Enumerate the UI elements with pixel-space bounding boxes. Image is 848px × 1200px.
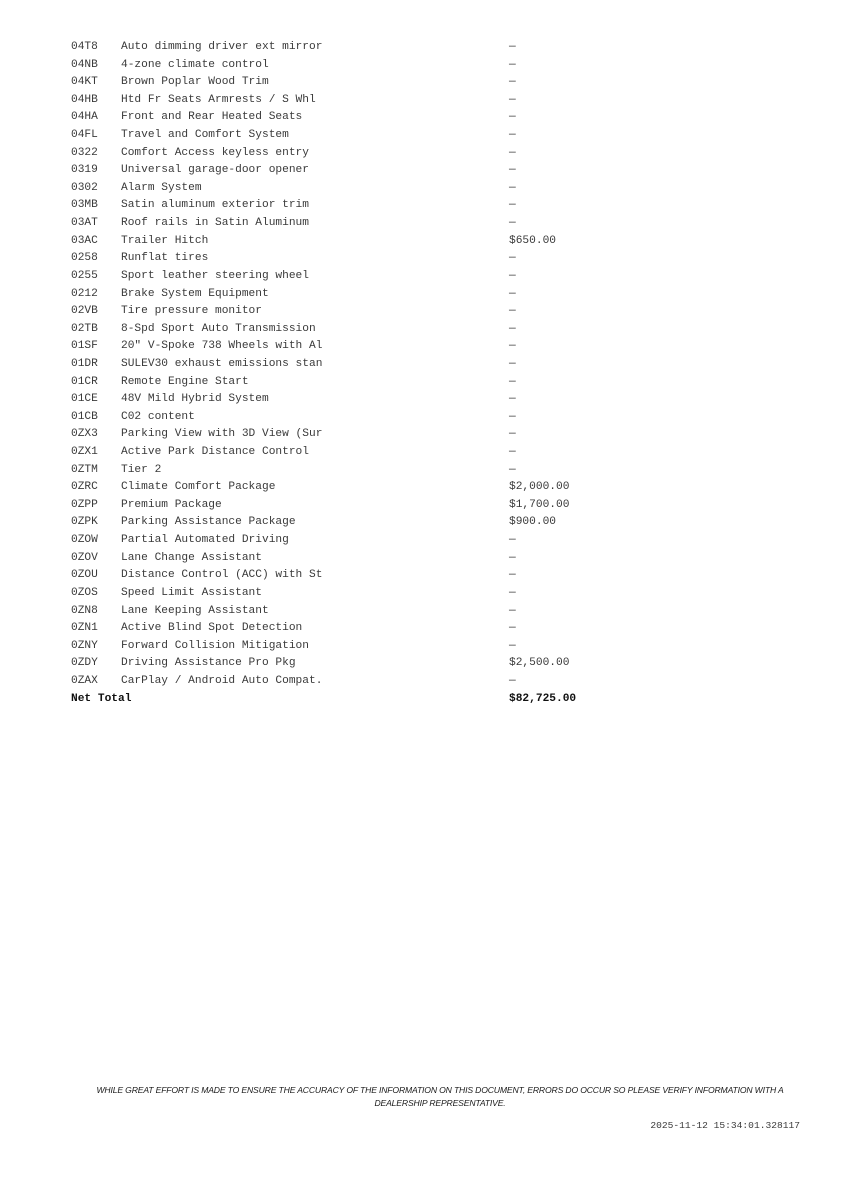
option-description: CarPlay / Android Auto Compat. [121, 674, 323, 687]
option-price: — [509, 604, 516, 617]
option-row [71, 479, 629, 497]
option-description: Htd Fr Seats Armrests / S Whl [121, 93, 316, 106]
option-code: 04NB [71, 58, 98, 71]
option-price: $2,000.00 [509, 481, 570, 494]
option-code: 01DR [71, 357, 98, 370]
option-price: — [509, 181, 516, 194]
option-code: 04HB [71, 93, 98, 106]
option-code: 02VB [71, 305, 98, 318]
option-row [71, 268, 629, 286]
option-description: Sport leather steering wheel [121, 269, 309, 282]
option-code: 04HA [71, 111, 98, 124]
option-code: 0ZDY [71, 657, 98, 670]
option-code: 0322 [71, 146, 98, 159]
option-row [71, 356, 629, 374]
option-description: Satin aluminum exterior trim [121, 199, 309, 212]
option-code: 01CE [71, 393, 98, 406]
option-description: Lane Change Assistant [121, 551, 262, 564]
option-price: — [509, 357, 516, 370]
option-price: — [509, 305, 516, 318]
option-row [71, 74, 629, 92]
option-price: — [509, 322, 516, 335]
option-price: — [509, 111, 516, 124]
option-row [71, 391, 629, 409]
option-row [71, 39, 629, 57]
option-description: 20" V-Spoke 738 Wheels with Al [121, 340, 323, 353]
option-price: — [509, 551, 516, 564]
option-description: Tire pressure monitor [121, 305, 262, 318]
option-row [71, 303, 629, 321]
option-description: SULEV30 exhaust emissions stan [121, 357, 323, 370]
option-description: Speed Limit Assistant [121, 586, 262, 599]
option-description: Premium Package [121, 498, 222, 511]
option-code: 0ZOW [71, 534, 98, 547]
option-code: 0255 [71, 269, 98, 282]
option-code: 0ZNY [71, 639, 98, 652]
option-description: Forward Collision Mitigation [121, 639, 309, 652]
option-price: — [509, 674, 516, 687]
option-description: Active Park Distance Control [121, 446, 309, 459]
option-row [71, 655, 629, 673]
option-row [71, 603, 629, 621]
option-code: 0212 [71, 287, 98, 300]
option-price: — [509, 76, 516, 89]
option-price: — [509, 41, 516, 53]
option-row [71, 673, 629, 691]
option-price: — [509, 534, 516, 547]
option-price: — [509, 410, 516, 423]
option-code: 03AC [71, 234, 98, 247]
option-code: 0ZTM [71, 463, 98, 476]
option-row [71, 532, 629, 550]
option-code: 0ZPK [71, 516, 98, 529]
option-code: 0ZX3 [71, 428, 98, 441]
option-code: 04KT [71, 76, 98, 89]
option-code: 02TB [71, 322, 98, 335]
option-row [71, 497, 629, 515]
option-description: Lane Keeping Assistant [121, 604, 269, 617]
option-price: $1,700.00 [509, 498, 570, 511]
option-price: — [509, 340, 516, 353]
option-description: Distance Control (ACC) with St [121, 569, 323, 582]
option-price: — [509, 217, 516, 230]
option-row [71, 250, 629, 268]
option-price: — [509, 622, 516, 635]
option-description: Front and Rear Heated Seats [121, 111, 303, 124]
option-description: Partial Automated Driving [121, 534, 289, 547]
option-description: Travel and Comfort System [121, 129, 289, 142]
option-price: — [509, 393, 516, 406]
option-code: 0ZAX [71, 674, 98, 687]
option-description: Runflat tires [121, 252, 209, 265]
option-code: 03MB [71, 199, 98, 212]
option-row [71, 514, 629, 532]
option-price: — [509, 446, 516, 459]
option-row [71, 374, 629, 392]
option-row [71, 585, 629, 603]
option-row [71, 127, 629, 145]
option-code: 01CB [71, 410, 98, 423]
option-description: Tier 2 [121, 463, 162, 476]
option-description: Brown Poplar Wood Trim [121, 76, 269, 89]
option-description: Parking Assistance Package [121, 516, 296, 529]
option-row [71, 638, 629, 656]
options-list [71, 39, 629, 691]
option-row [71, 321, 629, 339]
option-row [71, 197, 629, 215]
option-row [71, 550, 629, 568]
option-price: — [509, 586, 516, 599]
option-code: 0ZX1 [71, 446, 98, 459]
option-code: 0ZOS [71, 586, 98, 599]
option-price: — [509, 569, 516, 582]
option-code: 0ZN8 [71, 604, 98, 617]
option-row [71, 444, 629, 462]
option-price: — [509, 93, 516, 106]
option-description: C02 content [121, 410, 195, 423]
option-price: $650.00 [509, 234, 556, 247]
option-description: 48V Mild Hybrid System [121, 393, 269, 406]
option-price: — [509, 375, 516, 388]
net-total-row [71, 691, 629, 709]
option-row [71, 109, 629, 127]
option-price: — [509, 639, 516, 652]
option-code: 0ZN1 [71, 622, 98, 635]
option-row [71, 92, 629, 110]
option-row [71, 338, 629, 356]
option-description: Comfort Access keyless entry [121, 146, 309, 159]
options-table [71, 39, 629, 708]
option-price: — [509, 428, 516, 441]
option-description: 8-Spd Sport Auto Transmission [121, 322, 316, 335]
option-code: 0ZOU [71, 569, 98, 582]
option-code: 0258 [71, 252, 98, 265]
option-row [71, 162, 629, 180]
option-code: 01CR [71, 375, 98, 388]
option-code: 04T8 [71, 41, 98, 53]
option-price: — [509, 129, 516, 142]
option-row [71, 57, 629, 75]
option-price: — [509, 269, 516, 282]
option-price: — [509, 199, 516, 212]
option-description: Alarm System [121, 181, 202, 194]
option-description: Roof rails in Satin Aluminum [121, 217, 309, 230]
option-code: 04FL [71, 129, 98, 142]
option-price: — [509, 252, 516, 265]
option-code: 0ZOV [71, 551, 98, 564]
option-row [71, 462, 629, 480]
option-price: $900.00 [509, 516, 556, 529]
timestamp: 2025-11-12 15:34:01.328117 [650, 1120, 800, 1131]
option-row [71, 620, 629, 638]
option-description: Remote Engine Start [121, 375, 249, 388]
option-price: — [509, 287, 516, 300]
option-description: Climate Comfort Package [121, 481, 276, 494]
option-price: — [509, 164, 516, 177]
option-price: — [509, 463, 516, 476]
option-price: $2,500.00 [509, 657, 570, 670]
option-description: Active Blind Spot Detection [121, 622, 303, 635]
option-code: 0302 [71, 181, 98, 194]
option-price: — [509, 58, 516, 71]
option-description: Universal garage-door opener [121, 164, 309, 177]
option-row [71, 567, 629, 585]
option-description: Driving Assistance Pro Pkg [121, 657, 296, 670]
option-description: 4-zone climate control [121, 58, 269, 71]
option-row [71, 215, 629, 233]
option-description: Brake System Equipment [121, 287, 269, 300]
option-row [71, 180, 629, 198]
option-row [71, 286, 629, 304]
option-description: Parking View with 3D View (Sur [121, 428, 323, 441]
net-total-value: $82,725.00 [509, 692, 577, 705]
option-code: 0319 [71, 164, 98, 177]
option-row [71, 409, 629, 427]
option-row [71, 233, 629, 251]
option-code: 01SF [71, 340, 98, 353]
option-row [71, 145, 629, 163]
option-description: Auto dimming driver ext mirror [121, 41, 323, 53]
option-row [71, 426, 629, 444]
option-description: Trailer Hitch [121, 234, 209, 247]
option-code: 0ZPP [71, 498, 98, 511]
option-price: — [509, 146, 516, 159]
disclaimer-text: WHILE GREAT EFFORT IS MADE TO ENSURE THE ACCURACY OF THE INFORMATION ON THIS DOCUMENT, ERRORS DO OCCUR SO PLEASE VERIFY INFORMATION WITH A DEALERSHIP REPRESENTATIVE. [96, 1085, 784, 1108]
option-code: 0ZRC [71, 481, 98, 494]
option-code: 03AT [71, 217, 98, 230]
net-total-label: Net Total [71, 692, 132, 705]
